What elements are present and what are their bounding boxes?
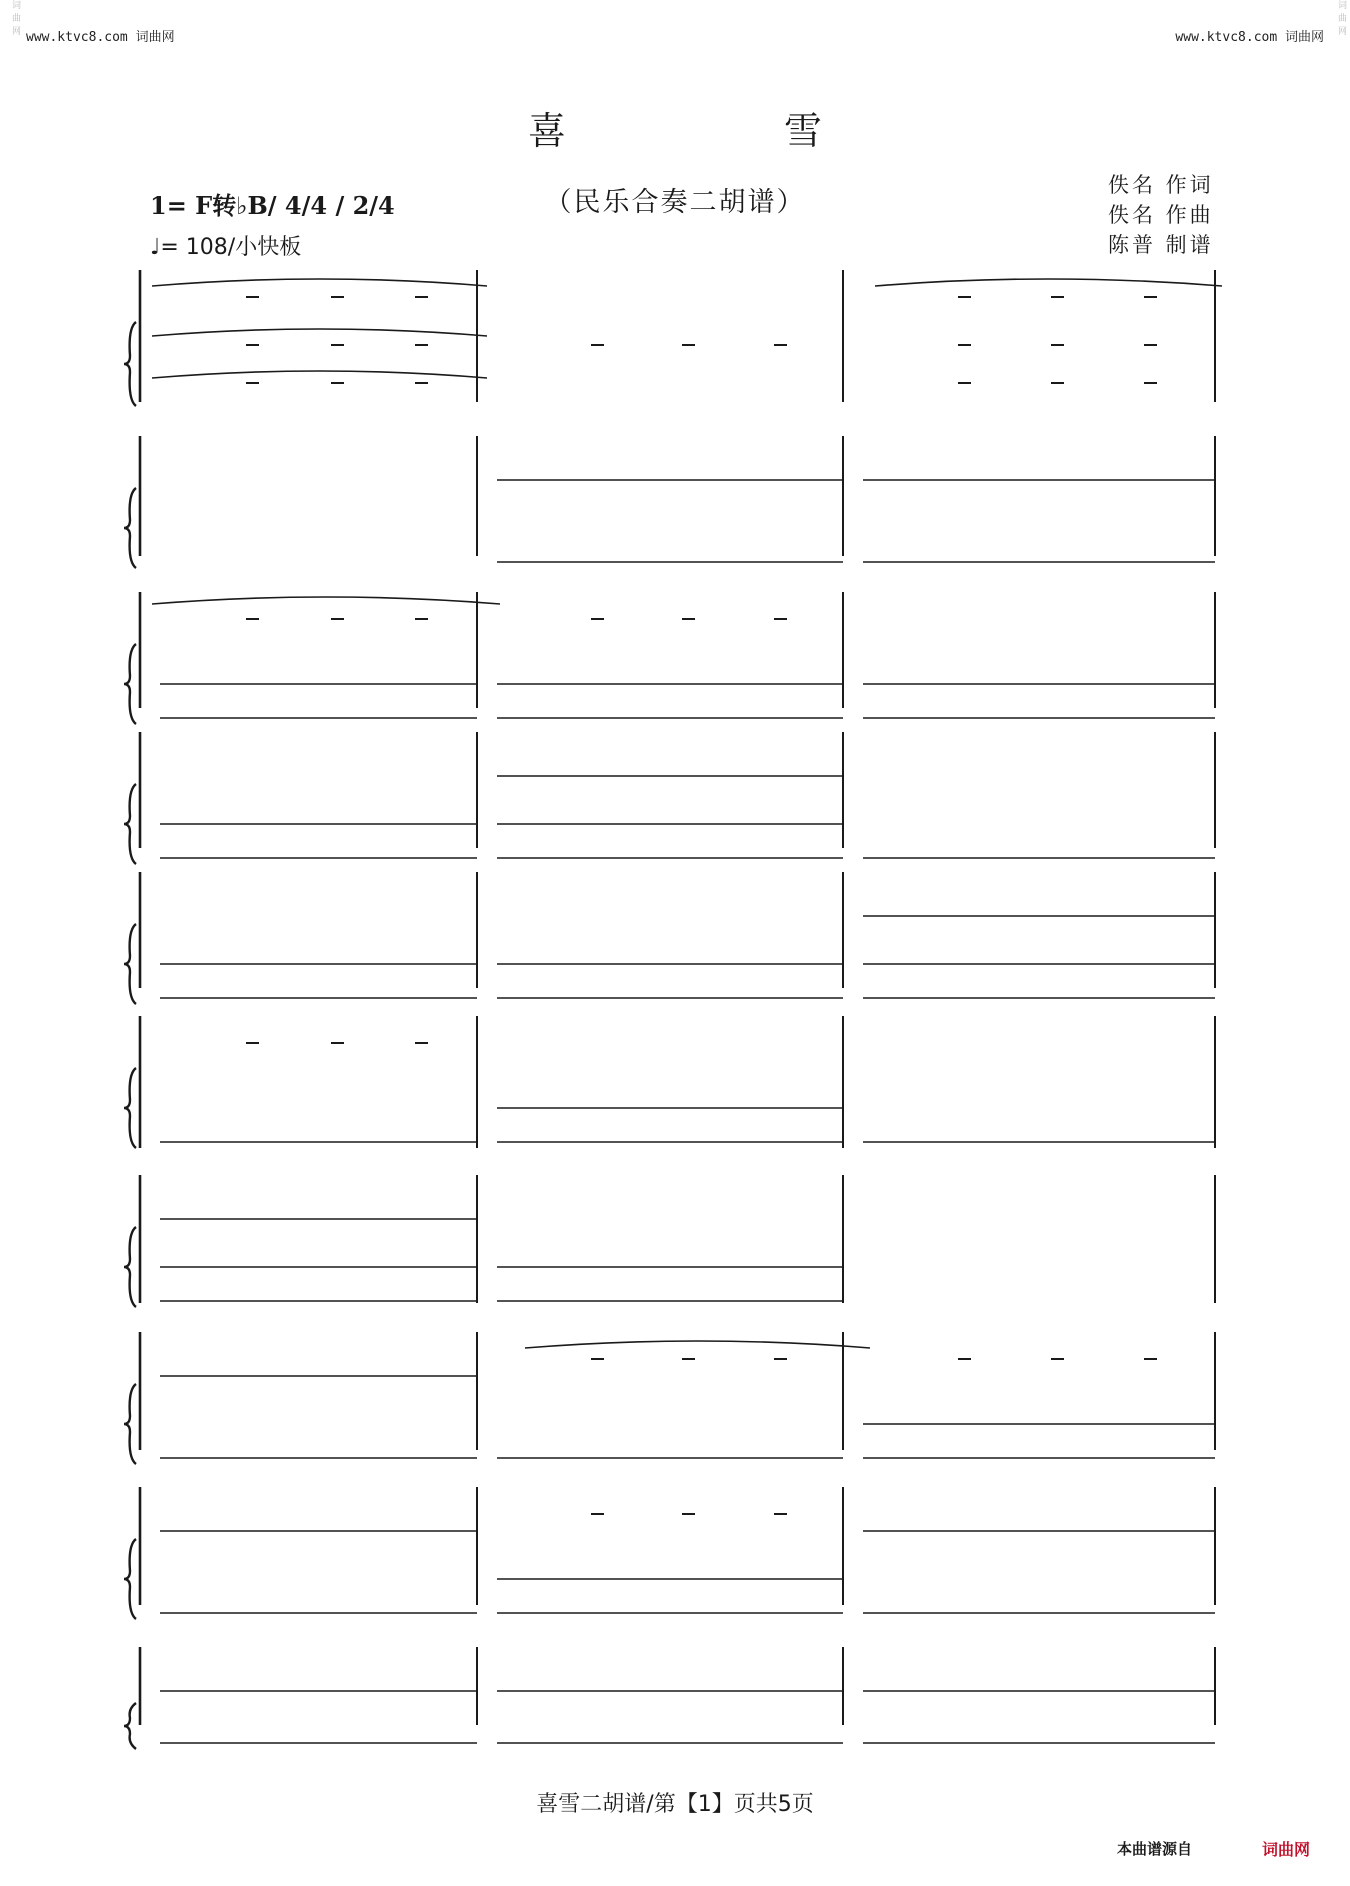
song-subtitle: （民乐合奏二胡谱） (544, 187, 806, 218)
staff-brace (124, 488, 136, 568)
staff-brace (124, 644, 136, 724)
slur (152, 371, 487, 378)
staff-brace (124, 1384, 136, 1464)
slur (525, 1341, 870, 1348)
staff-brace (124, 1068, 136, 1148)
page-info: 喜雪二胡谱/第【1】页共5页 (536, 1792, 814, 1817)
staff-brace (124, 1227, 136, 1307)
staff-brace (124, 1703, 136, 1749)
source-site-link[interactable]: 词曲网 (1262, 1840, 1311, 1859)
staff-brace (124, 784, 136, 864)
staff-brace (124, 1539, 136, 1619)
site-url-left[interactable]: www.ktvc8.com 词曲网 (26, 30, 175, 45)
watermark-strip-left: 词曲网 (10, 0, 20, 39)
tempo-marking: ♩= 108/小快板 (150, 235, 302, 260)
watermark-strip-right: 词曲网 (1336, 0, 1346, 39)
staff-brace (124, 924, 136, 1004)
slur (152, 279, 487, 286)
site-url-right[interactable]: www.ktvc8.com 词曲网 (1175, 30, 1324, 45)
song-title: 喜 雪 (527, 109, 912, 153)
arranger-credit: 陈普 制谱 (1108, 233, 1214, 257)
slur (875, 279, 1222, 286)
slur (152, 329, 487, 336)
lyricist-credit: 佚名 作词 (1108, 173, 1214, 197)
source-note: 本曲谱源自 (1117, 1840, 1193, 1858)
slur (152, 597, 500, 604)
composer-credit: 佚名 作曲 (1108, 203, 1214, 227)
staff-brace (124, 322, 136, 406)
key-signature: 1= F转♭B/ 4/4 / 2/4 (150, 191, 395, 220)
